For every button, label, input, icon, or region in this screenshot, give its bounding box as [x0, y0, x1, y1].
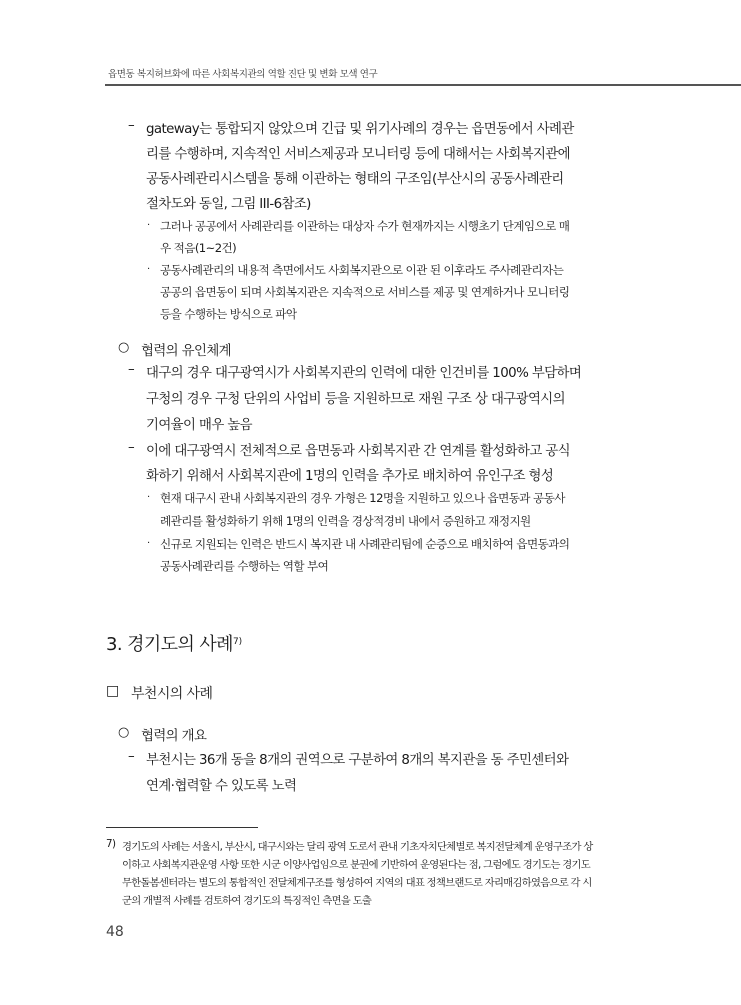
circle-bullet-icon: ○: [118, 725, 130, 740]
footnote-line: 경기도의 사례는 서울시, 부산시, 대구시와는 달리 광역 도로서 관내 기초자치단체별로 복지전달체계 운영구조가 상: [122, 841, 593, 853]
sub-line: 신규로 지원되는 인력은 반드시 복지관 내 사례관리팀에 순증으로 배치하여 읍면동과의: [160, 537, 570, 551]
subheading: 협력의 개요: [141, 729, 207, 744]
dash-marker: –: [128, 118, 135, 133]
dash-marker: –: [128, 440, 135, 455]
body-line: 부천시는 36개 동을 8개의 권역으로 구분하여 8개의 복지관을 동 주민센터와: [146, 753, 569, 768]
footnote-ref: 7): [232, 637, 243, 647]
subheading: 협력의 유인체계: [141, 344, 232, 359]
sub-line: 공동사례관리의 내용적 측면에서도 사회복지관으로 이관 된 이후라도 주사례관리자는: [160, 263, 564, 277]
header-rule: [105, 84, 741, 86]
dash-marker: –: [128, 749, 135, 764]
page-number: 48: [106, 924, 124, 940]
footnote-line: 군의 개별적 사례를 검토하여 경기도의 특징적인 측면을 도출: [122, 895, 372, 907]
sub-line: 공동사례관리를 수행하는 역할 부여: [160, 559, 329, 573]
running-header: 읍면동 복지허브화에 따른 사회복지관의 역할 진단 및 변화 모색 연구: [108, 69, 378, 80]
sub-line: 례관리를 활성화하기 위해 1명의 인력을 경상적경비 내에서 증원하고 재정지원: [160, 514, 531, 528]
bullet-dot: ·: [147, 538, 151, 549]
body-line: 대구의 경우 대구광역시가 사회복지관의 인력에 대한 인건비를 100% 부담하며: [146, 366, 582, 381]
sub-line: 현재 대구시 관내 사회복지관의 경우 가형은 12명을 지원하고 있으나 읍면동과 공동사: [160, 491, 565, 505]
footnote-line: 무한돌봄센터라는 별도의 통합적인 전달체계구조를 형성하여 지역의 대표 정책브랜드로 자리매김하였음으로 각 시: [122, 877, 592, 889]
body-line: 구청의 경우 구청 단위의 사업비 등을 지원하므로 재원 구조 상 대구광역시의: [146, 392, 565, 407]
section-title: 3. 경기도의 사례$^{7)}$: [106, 634, 243, 655]
square-bullet-icon: □: [106, 683, 120, 699]
footnote-line: 이하고 사회복지관운영 사항 또한 시군 이양사업임으로 분권에 기반하여 운영된다는 점, 그럼에도 경기도는 경기도: [122, 859, 591, 871]
footnote-rule: [106, 827, 258, 828]
body-line: gateway는 통합되지 않았으며 긴급 및 위기사례의 경우는 읍면동에서 사례관: [146, 122, 574, 137]
body-line: 연계·협력할 수 있도록 노력: [146, 779, 297, 794]
sub-line: 우 적음(1~2건): [160, 241, 236, 255]
body-line: 절차도와 동일, 그림 III-6참조): [146, 197, 311, 212]
sub-line: 그러나 공공에서 사례관리를 이관하는 대상자 수가 현재까지는 시행초기 단계임으로 매: [160, 219, 570, 233]
body-line: 화하기 위해서 사회복지관에 1명의 인력을 추가로 배치하여 유인구조 형성: [146, 469, 554, 484]
body-line: 리를 수행하며, 지속적인 서비스제공과 모니터링 등에 대해서는 사회복지관에: [146, 147, 570, 162]
bullet-dot: ·: [147, 220, 151, 231]
footnote-marker: 7): [106, 838, 116, 850]
bullet-dot: ·: [147, 492, 151, 503]
body-line: 이에 대구광역시 전체적으로 읍면동과 사회복지관 간 연계를 활성화하고 공식: [146, 444, 570, 459]
circle-bullet-icon: ○: [118, 340, 130, 355]
sub-line: 공공의 읍면동이 되며 사회복지관은 지속적으로 서비스를 제공 및 연계하거나 모니터링: [160, 285, 570, 299]
case-heading: 부천시의 사례: [131, 686, 213, 702]
sub-line: 등을 수행하는 방식으로 파악: [160, 307, 297, 321]
dash-marker: –: [128, 362, 135, 377]
bullet-dot: ·: [147, 264, 151, 275]
body-line: 기여율이 매우 높음: [146, 418, 252, 433]
body-line: 공동사례관리시스템을 통해 이관하는 형태의 구조임(부산시의 공동사례관리: [146, 172, 564, 187]
